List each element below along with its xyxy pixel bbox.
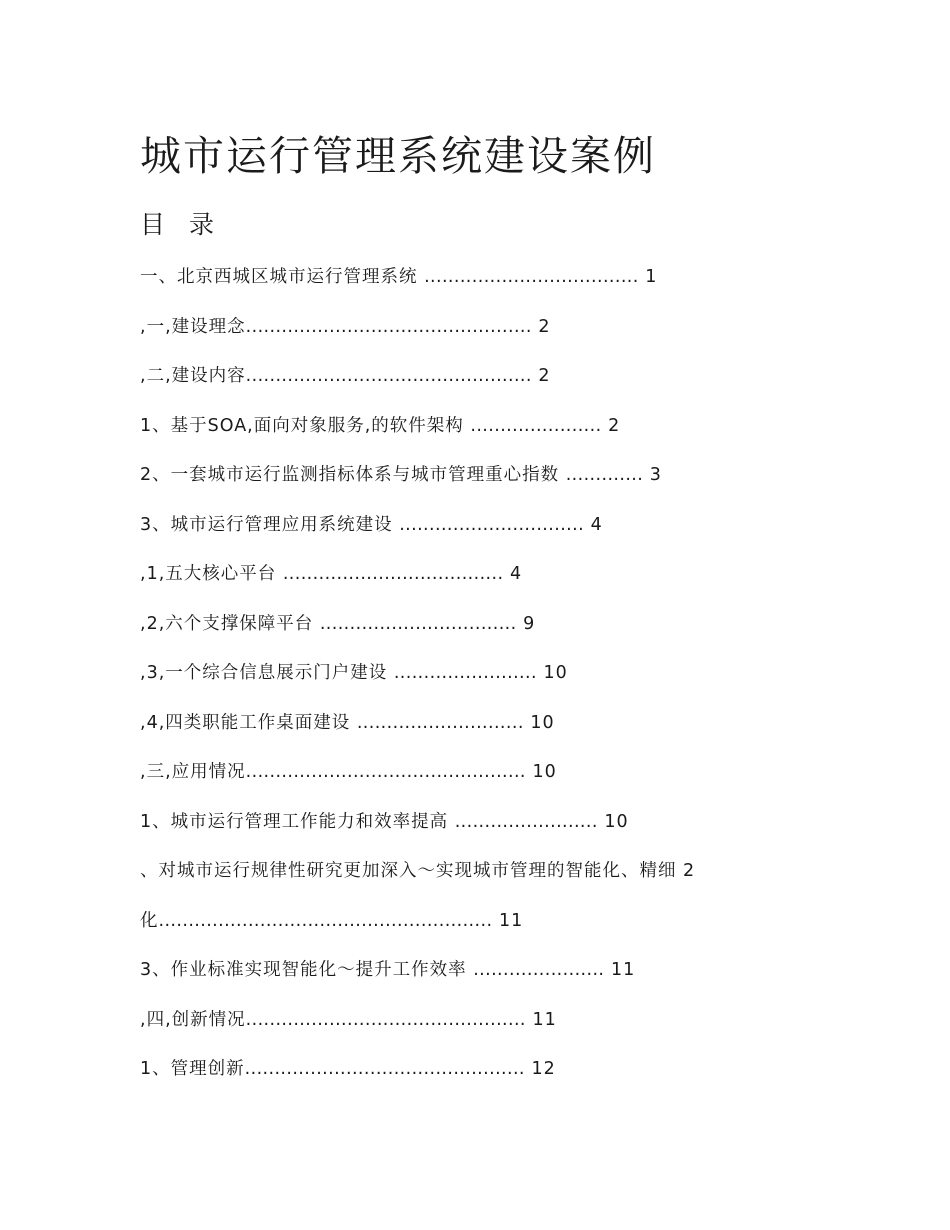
toc-dot-leader: ........................ xyxy=(454,811,598,832)
toc-entry[interactable] xyxy=(140,361,800,411)
toc-page-number: 10 xyxy=(536,663,568,683)
toc-page-number: 11 xyxy=(604,960,636,980)
toc-entry-title: 1、城市运行管理工作能力和效率提高 xyxy=(140,811,455,832)
toc-entry[interactable] xyxy=(140,609,800,659)
toc-dot-leader: ............................................... xyxy=(245,762,526,782)
toc-dot-leader: ............................................... xyxy=(245,1009,526,1030)
toc-entry[interactable] xyxy=(140,510,800,560)
toc-entry-title: 2、一套城市运行监测指标体系与城市管理重心指数 xyxy=(140,465,566,485)
toc-entry-title: ,四,创新情况 xyxy=(140,1009,246,1030)
toc-entry[interactable] xyxy=(140,906,800,956)
toc-page-number: 2 xyxy=(531,366,551,386)
toc-entry[interactable] xyxy=(140,807,800,857)
toc-dot-leader: ............. xyxy=(565,465,644,485)
table-of-contents xyxy=(140,262,800,1104)
toc-entry-title: 一、北京西城区城市运行管理系统 xyxy=(140,267,425,287)
toc-entry[interactable] xyxy=(140,460,800,510)
toc-page-number: 10 xyxy=(523,712,555,733)
toc-entry[interactable] xyxy=(140,262,800,312)
toc-entry[interactable] xyxy=(140,411,800,461)
toc-page-number: 9 xyxy=(516,613,536,634)
toc-entry[interactable] xyxy=(140,955,800,1005)
toc-entry[interactable] xyxy=(140,708,800,758)
toc-entry[interactable] xyxy=(140,312,800,362)
toc-entry[interactable] xyxy=(140,1005,800,1055)
toc-page-number: 4 xyxy=(503,564,523,584)
toc-entry[interactable] xyxy=(140,757,800,807)
toc-entry[interactable] xyxy=(140,1054,800,1104)
toc-page-number: 4 xyxy=(584,514,603,535)
toc-dot-leader: ........................ xyxy=(393,663,537,683)
toc-page-number: 3 xyxy=(643,465,662,485)
toc-entry-title: 3、作业标准实现智能化～提升工作效率 xyxy=(140,960,474,980)
toc-heading: 目 录 xyxy=(140,210,222,239)
toc-entry-title: ,二,建设内容 xyxy=(140,366,246,386)
toc-entry-title: ,三,应用情况 xyxy=(140,762,246,782)
toc-dot-leader: ............................... xyxy=(399,514,585,535)
toc-entry-title: 、对城市运行规律性研究更加深入～实现城市管理的智能化、精细 2 xyxy=(140,861,696,881)
toc-page-number: 2 xyxy=(531,316,551,337)
toc-page-number: 1 xyxy=(638,267,658,287)
toc-page-number: 12 xyxy=(524,1059,556,1079)
toc-dot-leader: ...................... xyxy=(470,415,602,436)
toc-entry-title: ,4,四类职能工作桌面建设 xyxy=(140,712,357,733)
toc-dot-leader: ...................... xyxy=(473,960,605,980)
toc-dot-leader: .................................... xyxy=(424,267,639,287)
toc-entry-title: 1、管理创新 xyxy=(140,1059,245,1079)
toc-dot-leader: ........................................................ xyxy=(158,910,493,931)
document-title: 城市运行管理系统建设案例 xyxy=(140,132,656,180)
toc-page-number: 10 xyxy=(597,811,629,832)
toc-dot-leader: ..................................... xyxy=(282,564,504,584)
toc-entry[interactable] xyxy=(140,559,800,609)
toc-page-number: 11 xyxy=(525,1009,557,1030)
toc-page-number: 2 xyxy=(601,415,621,436)
toc-dot-leader: ................................................ xyxy=(245,316,532,337)
toc-entry[interactable] xyxy=(140,658,800,708)
toc-entry-title: 3、城市运行管理应用系统建设 xyxy=(140,514,400,535)
toc-entry[interactable] xyxy=(140,856,800,906)
toc-dot-leader: ................................................ xyxy=(245,366,532,386)
toc-dot-leader: ................................. xyxy=(319,613,517,634)
toc-entry-title: ,3,一个综合信息展示门户建设 xyxy=(140,663,394,683)
toc-dot-leader: ............................................... xyxy=(244,1059,525,1079)
toc-page-number: 11 xyxy=(492,910,524,931)
toc-entry-title: 1、基于SOA,面向对象服务,的软件架构 xyxy=(140,415,471,436)
toc-entry-title: 化 xyxy=(140,910,159,931)
toc-entry-title: ,一,建设理念 xyxy=(140,316,246,337)
toc-entry-title: ,2,六个支撑保障平台 xyxy=(140,613,320,634)
toc-entry-title: ,1,五大核心平台 xyxy=(140,564,283,584)
toc-dot-leader: ............................ xyxy=(356,712,524,733)
toc-page-number: 10 xyxy=(525,762,557,782)
